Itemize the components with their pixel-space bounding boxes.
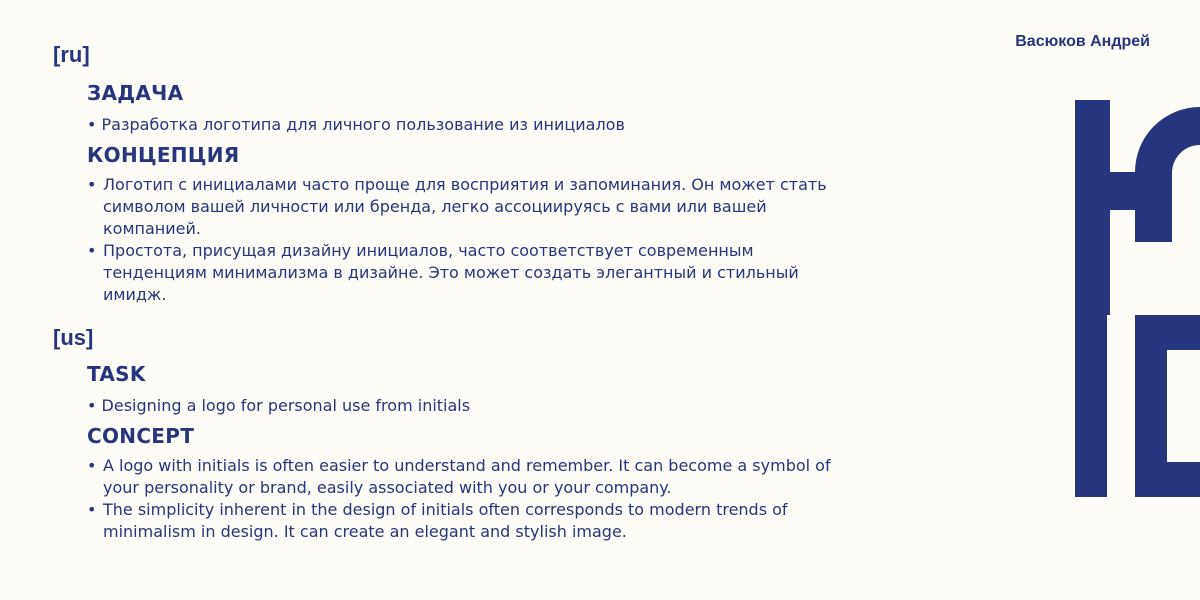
task-item-us: • Designing a logo for personal use from initials <box>87 396 471 415</box>
logo-upper-arch <box>1135 107 1200 242</box>
task-item-ru: • Разработка логотипа для личного пользование из инициалов <box>87 115 625 134</box>
lang-tag-ru: [ru] <box>53 42 90 67</box>
initials-logo-icon <box>1075 100 1200 500</box>
task-heading-us: TASK <box>87 362 146 386</box>
task-heading-ru: ЗАДАЧА <box>87 81 184 105</box>
section-us <box>87 361 847 543</box>
lang-tag-us: [us] <box>53 325 94 350</box>
logo-lower-bar-bottom <box>1135 462 1200 497</box>
list-item: • A logo with initials is often easier to understand and remember. It can become a symbol of your personality or brand, easily associated with you or your company. <box>87 455 847 499</box>
section-ru <box>87 80 847 306</box>
concept-list-us <box>87 455 847 543</box>
concept-heading-ru: КОНЦЕПЦИЯ <box>87 143 240 167</box>
list-item: • Простота, присущая дизайну инициалов, часто соответствует современным тенденциям минимализма в дизайне. Это может создать элегантный и стильный имидж. <box>87 240 847 306</box>
author-name: Васюков Андрей <box>1015 33 1150 50</box>
concept-heading-us: CONCEPT <box>87 424 195 448</box>
logo-upper-stem <box>1075 100 1110 315</box>
concept-list-ru <box>87 174 847 306</box>
list-item: • The simplicity inherent in the design of initials often corresponds to modern trends of minimalism in design. It can create an elegant and stylish image. <box>87 499 847 543</box>
list-item: • Логотип с инициалами часто проще для восприятия и запоминания. Он может стать символом вашей личности или бренда, легко ассоциируясь с вами или вашей компанией. <box>87 174 847 240</box>
logo-lower-stem <box>1075 315 1107 497</box>
